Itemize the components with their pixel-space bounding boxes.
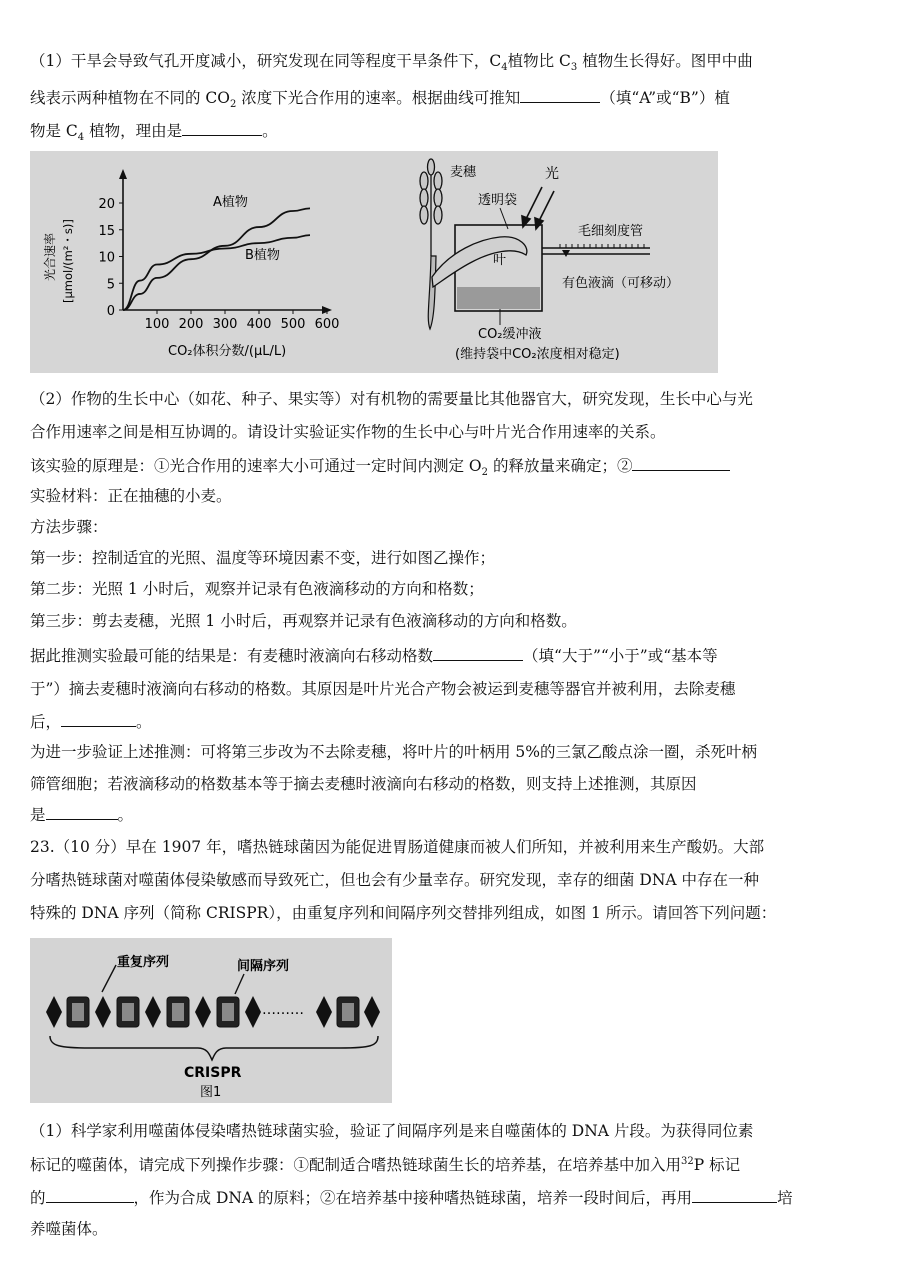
q22-part2-line2: 合作用速率之间是相互协调的。请设计实验证实作物的生长中心与叶片光合作用速率的关系。 xyxy=(30,423,666,441)
answer-blank-cause[interactable] xyxy=(46,803,118,820)
q22-part2-line13: 筛管细胞；若液滴移动的格数基本等于摘去麦穗时液滴向右移动的格数，则支持上述推测，其原因 xyxy=(30,775,697,793)
stem xyxy=(428,256,436,329)
q22-part2-line10: 于”）摘去麦穗时液滴向右移动的格数。其原因是叶片光合产物会被运到麦穗等器官并被利用，去除麦穗 xyxy=(30,680,736,698)
answer-blank-culture[interactable] xyxy=(692,1186,777,1203)
x-tick-label: 400 xyxy=(246,317,272,332)
q22-part2-line4: 实验材料：正在抽穗的小麦。 xyxy=(30,487,232,505)
text-run: （填“大于”“小于”或“基本等 xyxy=(523,647,718,665)
light-label: 光 xyxy=(545,166,559,182)
text-run: ，作为合成 DNA 的原料；②在培养基中接种嗜热链球菌，培养一段时间后，再用 xyxy=(133,1189,693,1207)
x-axis-label: CO₂体积分数/(μL/L) xyxy=(168,344,287,359)
y-tick-label: 10 xyxy=(98,250,115,266)
text-run: 该实验的原理是：①光合作用的速率大小可通过一定时间内测定 O xyxy=(30,457,482,475)
q23-line3: 特殊的 DNA 序列（简称 CRISPR），由重复序列和间隔序列交替排列组成，如图 1 所示。请回答下列问题： xyxy=(30,904,777,922)
repeat-diamond xyxy=(364,996,380,1028)
figure-jia-yi-svg xyxy=(30,151,718,373)
light-arrows-icon xyxy=(522,187,554,229)
q22-part2-line12: 为进一步验证上述推测：可将第三步改为不去除麦穗，将叶片的叶柄用 5%的三氯乙酸点涂一圈，杀死叶柄 xyxy=(30,743,758,761)
q23-line2: 分嗜热链球菌对噬菌体侵染敏感而导致死亡，但也会有少量幸存。研究发现，幸存的细菌 DNA 中存在一种 xyxy=(30,871,760,889)
crispr-label: CRISPR xyxy=(184,1065,242,1081)
tube-label: 毛细刻度管 xyxy=(578,224,644,239)
subscript: 2 xyxy=(230,99,237,111)
ear-label: 麦穗 xyxy=(450,165,477,180)
text-run: 植物生长得好。图甲中曲 xyxy=(577,52,753,70)
q23-part1-line3 xyxy=(30,1186,793,1209)
text-run: 物是 C xyxy=(30,122,78,140)
text-run: 据此推测实验最可能的结果是：有麦穗时液滴向右移动格数 xyxy=(30,647,434,665)
y-axis-arrow xyxy=(119,169,127,179)
bag-label: 透明袋 xyxy=(478,193,518,208)
y-tick-label: 5 xyxy=(106,277,115,293)
q22-part2-line5: 方法步骤： xyxy=(30,518,108,536)
answer-blank-compare[interactable] xyxy=(433,644,523,661)
repeat-diamond xyxy=(145,996,161,1028)
spacer-box-inner xyxy=(172,1003,184,1021)
leaf xyxy=(432,237,527,287)
subscript: 4 xyxy=(77,132,85,144)
answer-blank-material[interactable] xyxy=(46,1186,134,1203)
q22-part1-line1 xyxy=(30,50,753,72)
q23-part1-line2 xyxy=(30,1154,740,1176)
x-tick-label: 200 xyxy=(178,317,204,332)
y-tick-label: 15 xyxy=(98,223,115,239)
spacer-box-inner xyxy=(72,1003,84,1021)
text-run: 是 xyxy=(30,806,46,824)
curve-a-plant xyxy=(123,208,310,310)
q22-part2-line1: （2）作物的生长中心（如花、种子、果实等）对有机物的需要量比其他器官大，研究发现，生长中心与光 xyxy=(30,390,753,408)
answer-blank-after-removal[interactable] xyxy=(61,710,136,727)
figure-1-svg xyxy=(30,938,392,1103)
curve-a-label: A植物 xyxy=(213,195,248,210)
x-tick-label: 600 xyxy=(314,317,340,332)
subscript: 4 xyxy=(501,62,508,74)
y-tick-label: 0 xyxy=(106,304,115,319)
buffer-solution xyxy=(457,287,540,309)
chart-jia xyxy=(42,169,339,359)
subscript: 2 xyxy=(481,467,489,479)
superscript: 32 xyxy=(681,1155,694,1167)
spacer-pointer xyxy=(235,974,244,994)
text-run: 后， xyxy=(30,713,62,731)
q22-part2-line14 xyxy=(30,803,133,826)
spacer-box-inner xyxy=(222,1003,234,1021)
q23-part1-line1: （1）科学家利用噬菌体侵染嗜热链球菌实验，验证了间隔序列是来自噬菌体的 DNA 片段。为获得同位素 xyxy=(30,1122,754,1140)
buffer-label-2: (维持袋中CO₂浓度相对稳定) xyxy=(455,347,620,362)
repeat-label: 重复序列 xyxy=(117,955,170,970)
repeat-diamond xyxy=(316,996,332,1028)
answer-blank-reason[interactable] xyxy=(182,119,262,136)
answer-blank-principle[interactable] xyxy=(632,454,730,471)
text-run: 植物，理由是 xyxy=(84,122,183,140)
text-run: 的释放量来确定；② xyxy=(488,457,633,475)
ellipsis-dots: ……… xyxy=(262,1002,304,1018)
buffer-label-1: CO₂缓冲液 xyxy=(478,327,542,342)
subscript: 3 xyxy=(570,62,578,74)
q22-part2-line3 xyxy=(30,454,730,477)
text-run: 。 xyxy=(117,806,134,824)
q22-part2-line11 xyxy=(30,710,152,733)
text-run: 。 xyxy=(136,713,152,731)
text-run: 植物比 C xyxy=(507,52,571,70)
text-run: 培 xyxy=(777,1189,793,1207)
repeat-diamond xyxy=(95,996,111,1028)
y-tick-label: 20 xyxy=(98,197,115,212)
x-tick-label: 500 xyxy=(280,317,306,332)
q23-part1-line4: 养噬菌体。 xyxy=(30,1220,108,1238)
text-run: 的 xyxy=(30,1189,46,1207)
spacer-box-inner xyxy=(122,1003,134,1021)
q22-part2-line6: 第一步：控制适宜的光照、温度等环境因素不变，进行如图乙操作； xyxy=(30,549,496,567)
figure-caption: 图1 xyxy=(200,1085,222,1100)
leaf-label: 叶 xyxy=(493,253,507,268)
crispr-brace xyxy=(50,1036,378,1060)
q22-part2-line9 xyxy=(30,644,718,667)
bag-pointer xyxy=(500,208,508,229)
text-run: 线表示两种植物在不同的 CO xyxy=(30,89,230,107)
x-tick-label: 100 xyxy=(144,317,170,332)
wheat-ear-icon xyxy=(420,159,442,256)
q22-part1-line2 xyxy=(30,86,730,109)
q22-part1-line3 xyxy=(30,119,278,142)
spacer-box-inner xyxy=(342,1003,354,1021)
answer-blank-ab[interactable] xyxy=(520,86,600,103)
y-axis-label-2: [μmol/(m²・s)] xyxy=(61,219,75,303)
text-run: （1）干旱会导致气孔开度减小，研究发现在同等程度干旱条件下，C xyxy=(30,52,502,70)
diagram-yi xyxy=(420,159,679,362)
q23-line1: 23.（10 分）早在 1907 年，嗜热链球菌因为能促进胃肠道健康而被人们所知，并被利用来生产酸奶。大部 xyxy=(30,838,765,856)
drop-label: 有色液滴（可移动） xyxy=(562,276,680,291)
text-run: 标记的噬菌体，请完成下列操作步骤：①配制适合嗜热链球菌生长的培养基，在培养基中加入用 xyxy=(30,1156,682,1174)
spacer-label: 间隔序列 xyxy=(237,959,290,974)
figure-jia-yi xyxy=(30,151,718,373)
q22-part2-line7: 第二步：光照 1 小时后，观察并记录有色液滴移动的方向和格数； xyxy=(30,580,484,598)
repeat-pointer xyxy=(102,965,116,992)
y-axis-label-1: 光合速率 xyxy=(43,232,57,281)
x-tick-label: 300 xyxy=(212,317,238,332)
repeat-diamond xyxy=(195,996,211,1028)
text-run: 浓度下光合作用的速率。根据曲线可推知 xyxy=(236,89,521,107)
repeat-diamond xyxy=(46,996,62,1028)
curve-b-label: B植物 xyxy=(245,248,280,263)
text-run: 。 xyxy=(262,122,278,140)
figure-1-crispr xyxy=(30,938,392,1103)
text-run: （填“A”或“B”）植 xyxy=(600,89,730,107)
q22-part2-line8: 第三步：剪去麦穗，光照 1 小时后，再观察并记录有色液滴移动的方向和格数。 xyxy=(30,612,577,630)
repeat-diamond xyxy=(245,996,261,1028)
text-run: P 标记 xyxy=(693,1156,741,1174)
